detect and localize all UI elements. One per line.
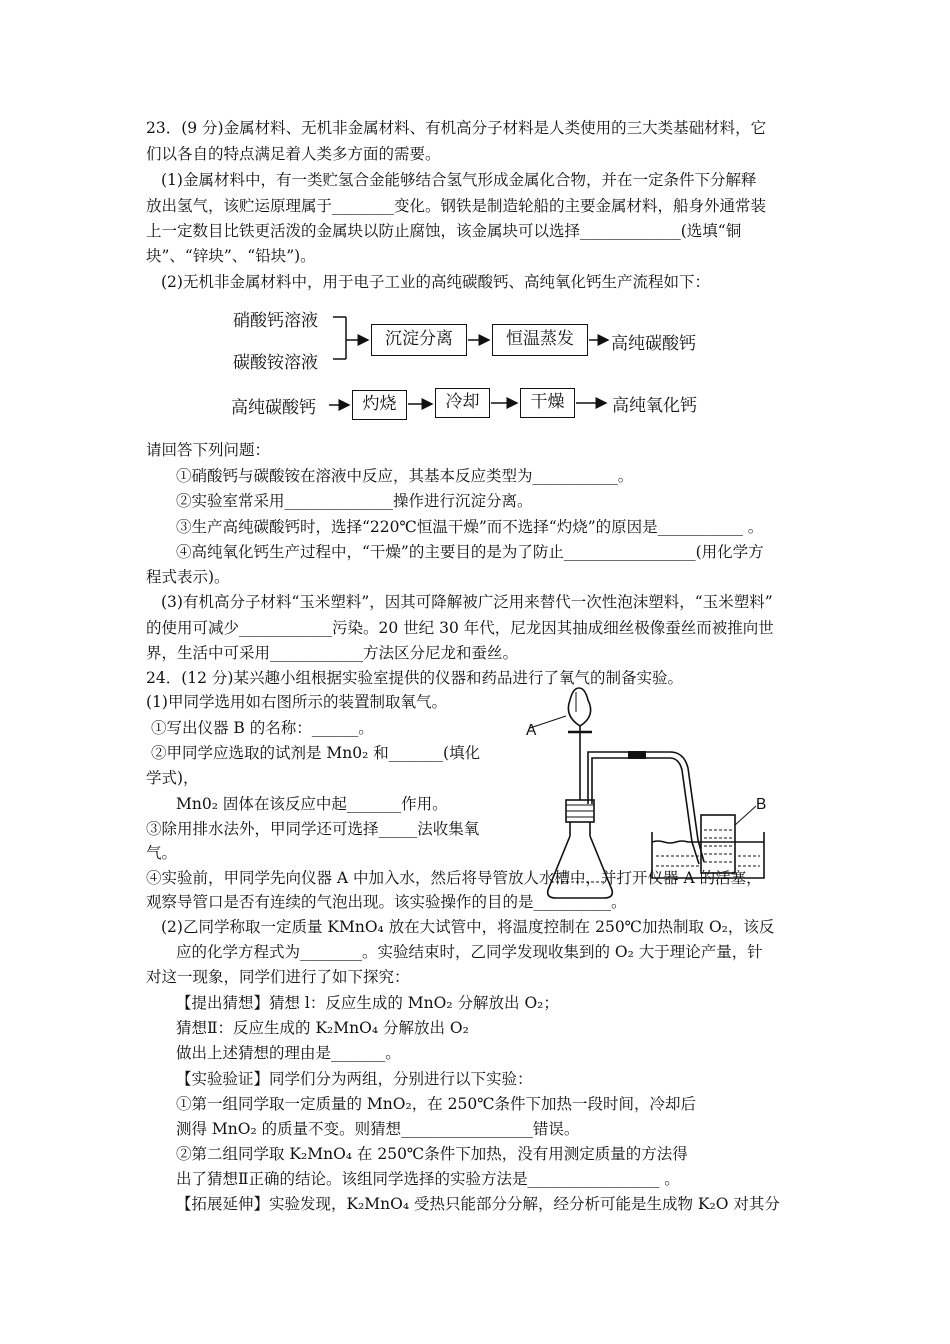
q24-verify-group1-line2: 测得 MnO₂ 的质量不变。则猜想_________________错误。 — [176, 1120, 580, 1138]
q24-guess-reason: 做出上述猜想的理由是_______。 — [176, 1044, 401, 1062]
q24-blank1: ①写出仪器 B 的名称：______。 — [151, 719, 374, 737]
q23-part3-line3: 界，生活中可采用____________方法区分尼龙和蚕丝。 — [146, 644, 519, 662]
apparatus-label-a: A — [526, 722, 537, 739]
q23-answer3: ③生产高纯碳酸钙时，选择“220℃恒温干燥”而不选择“灼烧”的原因是___________ 。 — [176, 518, 764, 536]
q24-blank2-line1: ②甲同学应选取的试剂是 Mn0₂ 和_______(填化 — [151, 744, 481, 762]
q24-blank2-line3: Mn0₂ 固体在该反应中起_______作用。 — [176, 795, 448, 813]
q23-part1-line2: 放出氢气，该贮运原理属于________变化。钢铁是制造轮船的主要金属材料，船身外通常装 — [146, 197, 767, 215]
q24-part1: (1)甲同学选用如右图所示的装置制取氧气。 — [146, 693, 447, 711]
q24-blank3-line2: 气。 — [146, 844, 178, 862]
flow-input-calcium-nitrate: 硝酸钙溶液 — [233, 311, 318, 331]
q23-answer4-line2: 程式表示)。 — [146, 568, 230, 586]
q23-part1-line3: 上一定数目比铁更活泼的金属块以防止腐蚀，该金属块可以选择_____________(选填“铜 — [146, 222, 742, 240]
q24-part2-line1: (2)乙同学称取一定质量 KMnO₄ 放在大试管中，将温度控制在 250℃加热制取 O₂，该反 — [161, 918, 775, 936]
q24-blank4-line2: 观察导管口是否有连续的气泡出现。该实验操作的目的是__________。 — [146, 893, 627, 911]
flow-step-constant-temp-evaporation: 恒温蒸发 — [492, 324, 588, 356]
flow-step-cooling: 冷却 — [435, 388, 490, 418]
q23-ask: 请回答下列问题： — [146, 441, 271, 459]
q24-extension: 【拓展延伸】实验发现，K₂MnO₄ 受热只能部分分解，经分析可能是生成物 K₂O 对其分 — [176, 1195, 780, 1213]
q24-verify-group2-line2: 出了猜想Ⅱ正确的结论。该组同学选择的实验方法是_________________ 。 — [176, 1170, 680, 1188]
flow-step-drying: 干燥 — [520, 388, 575, 418]
q23-part1-line1: (1)金属材料中，有一类贮氢合金能够结合氢气形成金属化合物，并在一定条件下分解释 — [161, 171, 757, 189]
q24-blank3-line1: ③除用排水法外，甲同学还可选择_____法收集氧 — [146, 820, 480, 838]
q24-verify-header: 【实验验证】同学们分为两组，分别进行以下实验： — [176, 1070, 533, 1088]
flow-step-precipitation-separation: 沉淀分离 — [371, 324, 467, 356]
q24-part2-line3: 对这一现象，同学们进行了如下探究： — [146, 968, 410, 986]
q24-blank4-line1: ④实验前，甲同学先向仪器 A 中加入水，然后将导管放人水槽中，并打开仪器 A 的活塞， — [146, 869, 762, 887]
q23-intro-line2: 们以各自的特点满足着人类多方面的需要。 — [146, 145, 441, 163]
q24-blank2-line2: 学式)， — [146, 769, 199, 787]
q24-guess1: 【提出猜想】猜想 l：反应生成的 MnO₂ 分解放出 O₂； — [176, 994, 559, 1012]
q24-part2-line2: 应的化学方程式为________。实验结束时，乙同学发现收集到的 O₂ 大于理论产量，针 — [176, 943, 763, 961]
q24-verify-group2-line1: ②第二组同学取 K₂MnO₄ 在 250℃条件下加热，没有用测定质量的方法得 — [176, 1145, 688, 1163]
flow-output-pure-calcium-carbonate: 高纯碳酸钙 — [611, 334, 696, 354]
q23-part2-line1: (2)无机非金属材料中，用于电子工业的高纯碳酸钙、高纯氧化钙生产流程如下： — [161, 273, 710, 291]
q23-part3-line2: 的使用可减少____________污染。20 世纪 30 年代，尼龙因其抽成细丝极像蚕丝而被推向世 — [146, 619, 774, 637]
flow-output-pure-calcium-oxide: 高纯氧化钙 — [612, 396, 697, 416]
flow-step-calcination: 灼烧 — [352, 390, 407, 420]
q23-answer4-line1: ④高纯氧化钙生产过程中，“干燥”的主要目的是为了防止_________________(用化学方 — [176, 543, 764, 561]
q23-answer2: ②实验室常采用______________操作进行沉淀分离。 — [176, 492, 533, 510]
q23-part3-line1: (3)有机高分子材料“玉米塑料”，因其可降解被广泛用来替代一次性泡沫塑料，“玉米塑料” — [161, 593, 773, 611]
apparatus-label-b: B — [756, 796, 767, 813]
q23-answer1: ①硝酸钙与碳酸铵在溶液中反应，其基本反应类型为___________。 — [176, 467, 634, 485]
flow-input-pure-calcium-carbonate: 高纯碳酸钙 — [231, 398, 316, 418]
q24-guess2: 猜想Ⅱ：反应生成的 K₂MnO₄ 分解放出 O₂ — [176, 1019, 469, 1037]
q24-verify-group1-line1: ①第一组同学取一定质量的 MnO₂，在 250℃条件下加热一段时间，冷却后 — [176, 1095, 697, 1113]
q23-part1-line4: 块”、“锌块”、“铅块”)。 — [146, 247, 316, 265]
flow-input-ammonium-carbonate: 碳酸铵溶液 — [233, 353, 318, 373]
q24-intro: 24．(12 分)某兴趣小组根据实验室提供的仪器和药品进行了氧气的制备实验。 — [146, 669, 683, 687]
q23-intro-line1: 23．(9 分)金属材料、无机非金属材料、有机高分子材料是人类使用的三大类基础材料，它 — [146, 119, 767, 137]
